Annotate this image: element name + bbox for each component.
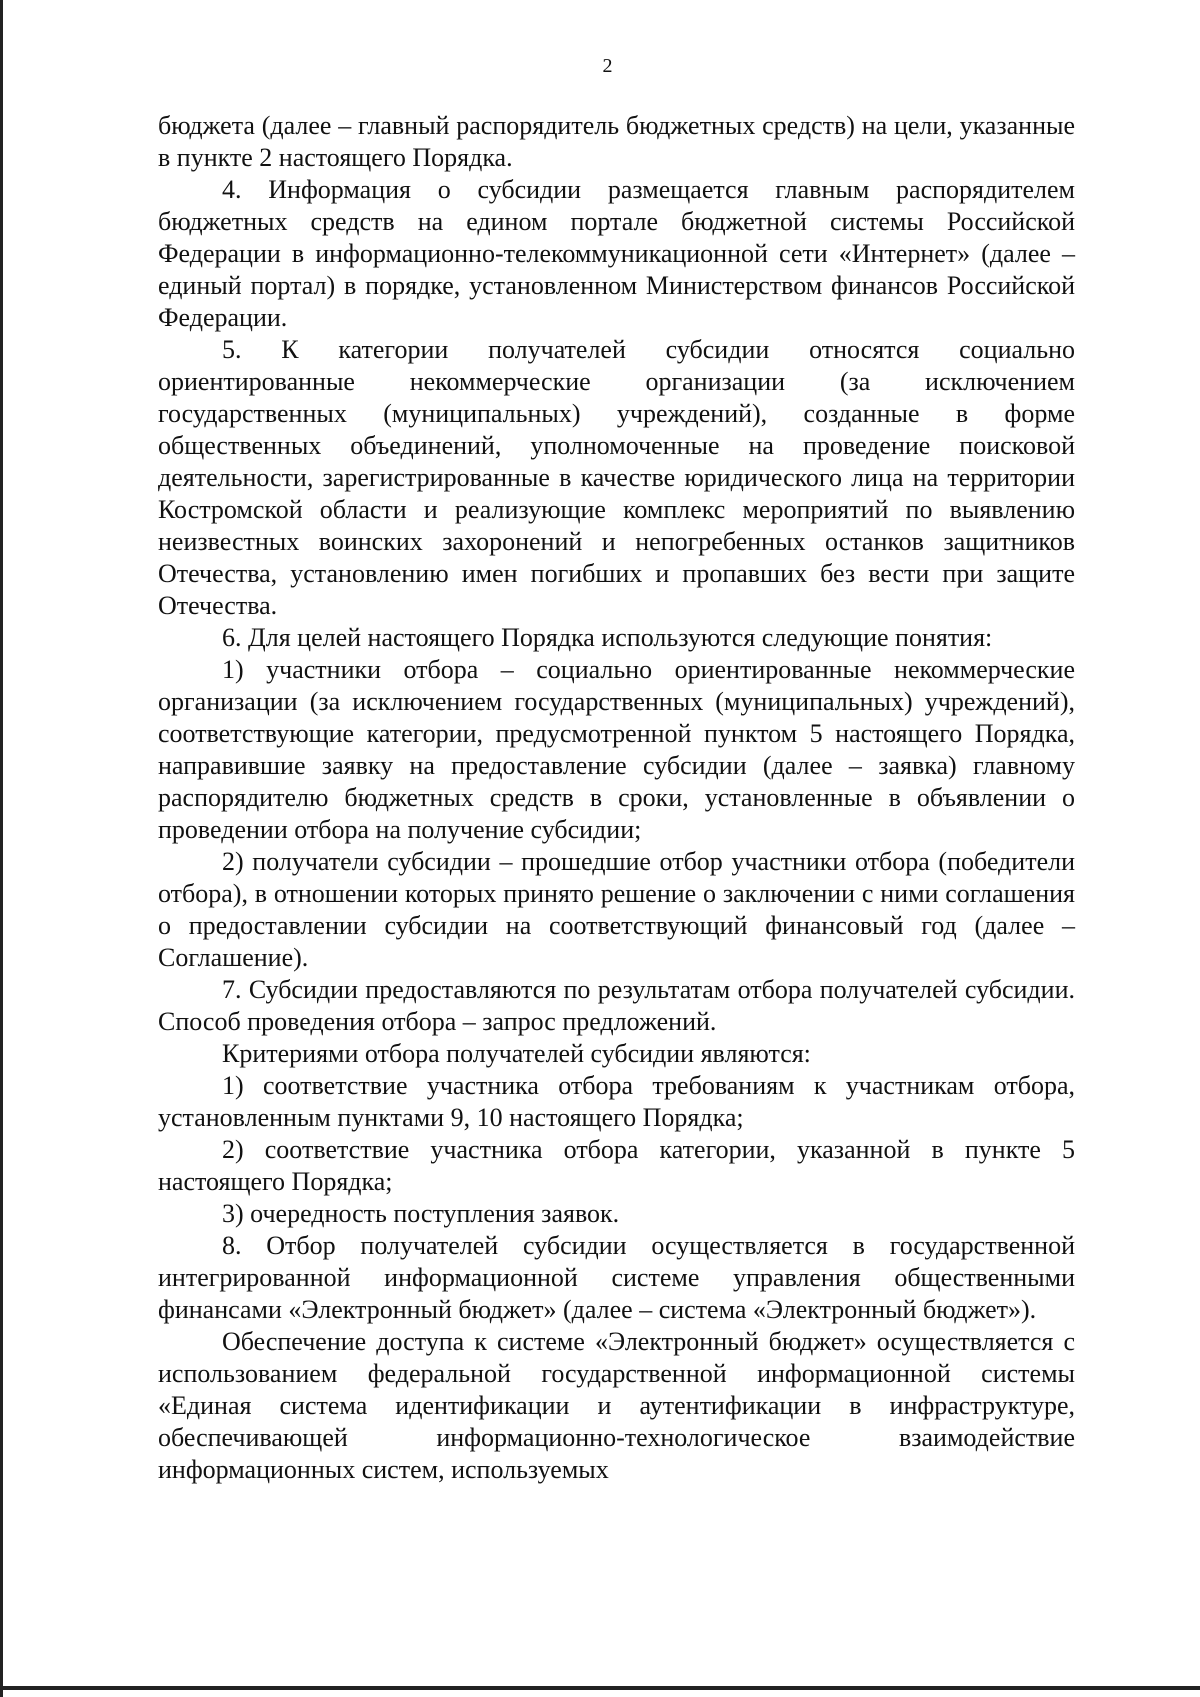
paragraph-item-6: 6. Для целей настоящего Порядка используются следующие понятия: <box>222 623 993 652</box>
paragraph-criteria-intro: Критериями отбора получателей субсидии являются: <box>222 1039 811 1068</box>
scan-edge-bottom <box>0 1686 1200 1690</box>
paragraph-criteria-3: 3) очередность поступления заявок. <box>222 1199 620 1228</box>
document-body <box>158 110 1075 1486</box>
paragraph-criteria-1: 1) соответствие участника отбора требованиям к участникам отбора, установленным пунктами 9, 10 настоящего Порядка; <box>158 1071 1075 1132</box>
paragraph-item-6-1: 1) участники отбора – социально ориентированные некоммерческие организации (за исключением государственных (муниципальных) учреждений), соответствующие категории, предусмотренной пунктом 5 настоящего Порядка, направившие заявку на предоставление субсидии (далее – заявка) главному распорядителю бюджетных средств в сроки, установленные в объявлении о проведении отбора на получение субсидии; <box>158 655 1075 844</box>
paragraph-access: Обеспечение доступа к системе «Электронный бюджет» осуществляется с использованием федеральной государственной информационной системы «Единая система идентификации и аутентификации в инфраструктуре, обеспечивающей информационно-технологическое взаимодействие информационных систем, используемых <box>158 1327 1075 1484</box>
paragraph-item-8: 8. Отбор получателей субсидии осуществляется в государственной интегрированной информационной системе управления общественными финансами «Электронный бюджет» (далее – система «Электронный бюджет»). <box>158 1231 1075 1324</box>
scan-edge-left <box>0 0 3 1697</box>
paragraph-item-6-2: 2) получатели субсидии – прошедшие отбор участники отбора (победители отбора), в отношении которых принято решение о заключении с ними соглашения о предоставлении субсидии на соответствующий финансовый год (далее – Соглашение). <box>158 847 1075 972</box>
paragraph-continuation: бюджета (далее – главный распорядитель бюджетных средств) на цели, указанные в пункте 2 настоящего Порядка. <box>158 111 1075 172</box>
paragraph-item-7: 7. Субсидии предоставляются по результатам отбора получателей субсидии. Способ проведения отбора – запрос предложений. <box>158 975 1075 1036</box>
paragraph-item-4: 4. Информация о субсидии размещается главным распорядителем бюджетных средств на едином портале бюджетной системы Российской Федерации в информационно-телекоммуникационной сети «Интернет» (далее – единый портал) в порядке, установленном Министерством финансов Российской Федерации. <box>158 175 1075 332</box>
page-number: 2 <box>602 55 613 77</box>
paragraph-criteria-2: 2) соответствие участника отбора категории, указанной в пункте 5 настоящего Порядка; <box>158 1135 1075 1196</box>
paragraph-item-5: 5. К категории получателей субсидии относятся социально ориентированные некоммерческие организации (за исключением государственных (муниципальных) учреждений), созданные в форме общественных объединений, уполномоченные на проведение поисковой деятельности, зарегистрированные в качестве юридического лица на территории Костромской области и реализующие комплекс мероприятий по выявлению неизвестных воинских захоронений и непогребенных останков защитников Отечества, установлению имен погибших и пропавших без вести при защите Отечества. <box>158 335 1075 620</box>
